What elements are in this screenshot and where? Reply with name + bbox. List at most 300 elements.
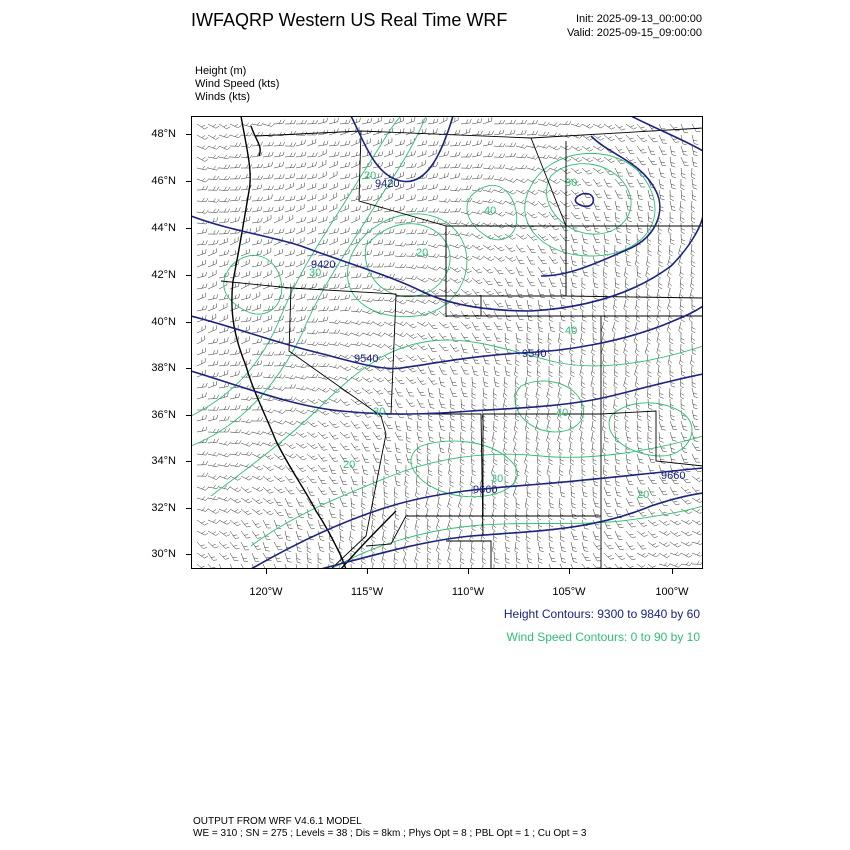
wind-barb	[646, 267, 650, 278]
wind-barb	[263, 248, 271, 256]
wind-barb	[692, 498, 703, 503]
wind-barb	[230, 282, 239, 289]
wind-barb	[351, 206, 361, 212]
wind-barb	[659, 256, 663, 267]
wind-barb	[219, 124, 230, 129]
wind-barb	[274, 142, 285, 146]
wind-barb	[230, 134, 241, 138]
wind-barb	[549, 487, 553, 498]
wind-barb	[450, 476, 454, 487]
wind-barb	[439, 243, 450, 247]
height-label-9660-center: 9660	[473, 484, 498, 496]
wind-barb	[692, 190, 696, 201]
wind-barb	[439, 198, 450, 202]
wind-barb	[513, 443, 517, 454]
wind-barb	[263, 259, 271, 267]
wind-barb	[329, 320, 340, 324]
wind-barb	[219, 176, 230, 180]
wind-barb	[691, 245, 695, 256]
wind-barb	[538, 212, 549, 217]
wind-barb	[526, 399, 530, 410]
wind-barb	[318, 342, 329, 346]
lat-label-44n: 44°N	[151, 222, 176, 234]
wind-barb	[208, 496, 219, 500]
wind-barb	[384, 240, 394, 245]
wind-barb	[448, 443, 452, 454]
wind-barb	[670, 212, 674, 223]
wind-barb	[417, 160, 425, 168]
wind-barb	[406, 377, 416, 384]
wind-barb	[547, 399, 551, 410]
wind-barb	[669, 245, 673, 256]
wind-barb	[406, 333, 417, 338]
wind-barb	[406, 173, 416, 179]
wind-barb	[417, 377, 426, 384]
wind-barb	[538, 256, 547, 264]
wind-barb	[603, 355, 607, 366]
wind-barb	[681, 553, 692, 557]
wind-barb	[593, 311, 597, 322]
wind-barb	[241, 271, 250, 278]
wind-barb	[208, 145, 219, 149]
wind-barb	[362, 454, 369, 463]
wind-barb	[692, 421, 699, 430]
wind-barb	[296, 399, 307, 403]
wind-barb	[472, 245, 483, 250]
wind-barb	[296, 520, 302, 530]
wind-barb	[604, 135, 615, 141]
valid-time: Valid: 2025-09-15_09:00:00	[567, 27, 702, 39]
wind-barb	[263, 362, 273, 366]
wind-barb	[307, 120, 318, 124]
wind-barb	[450, 366, 458, 374]
wind-barb	[450, 173, 460, 179]
wind-barb	[471, 542, 475, 553]
wind-barb	[296, 307, 307, 311]
wind-barb	[636, 355, 640, 366]
wind-barb	[505, 498, 509, 509]
wind-barb	[274, 120, 285, 124]
plot-title: IWFAQRP Western US Real Time WRF	[191, 10, 508, 30]
wind-barb	[296, 174, 306, 179]
wind-barb	[395, 443, 401, 453]
wind-barb	[549, 553, 556, 562]
wind-barb	[461, 198, 472, 202]
wind-barb	[592, 421, 596, 432]
wind-barb	[603, 399, 607, 410]
wind-speed-contour-legend: Wind Speed Contours: 0 to 90 by 10	[506, 630, 700, 644]
wind-barb	[350, 531, 354, 542]
wind-barb	[450, 220, 461, 224]
wind-barb	[604, 168, 614, 175]
lon-tick	[672, 568, 673, 574]
wind-barb	[515, 377, 519, 388]
wind-barb	[681, 531, 692, 536]
wind-barb	[197, 393, 206, 399]
wind-barb	[549, 123, 560, 127]
wind-barb	[558, 377, 562, 388]
wind-barb	[406, 183, 415, 190]
wind-barb	[560, 465, 564, 476]
wind-barb	[659, 520, 670, 525]
wind-barb	[340, 498, 347, 507]
wind-barb	[318, 171, 327, 179]
wind-barb	[395, 322, 406, 326]
wind-barb	[417, 410, 422, 420]
wind-barb	[482, 454, 486, 465]
wind-barb	[274, 174, 284, 179]
wind-barb	[582, 498, 586, 509]
wind-barb	[230, 476, 241, 480]
wind-barb	[241, 452, 252, 456]
wind-barb	[307, 542, 311, 553]
lat-tick	[186, 415, 192, 416]
wind-barb	[472, 388, 476, 399]
wind-barb	[417, 454, 421, 465]
wind-barb	[461, 245, 472, 249]
wind-barb	[637, 201, 643, 211]
wind-barb	[384, 138, 392, 146]
wind-barb	[252, 542, 261, 549]
wind-barb	[252, 531, 261, 538]
wind-barb	[681, 212, 685, 223]
wind-barb	[230, 452, 241, 456]
wind-barb	[219, 295, 229, 300]
wind-barb	[670, 542, 681, 547]
wind-barb	[252, 520, 261, 527]
wind-barb	[634, 366, 638, 377]
wind-barb	[241, 520, 251, 527]
wind-barb	[395, 300, 406, 304]
wind-barb	[549, 278, 556, 287]
wind-barb	[318, 454, 327, 461]
wind-barb	[384, 298, 395, 302]
lon-tick	[266, 568, 267, 574]
wind-barb	[461, 344, 468, 353]
wind-barb	[670, 146, 676, 156]
wind-barb	[447, 520, 451, 531]
wind-barb	[428, 355, 437, 362]
wind-barb	[307, 330, 318, 334]
wind-barb	[439, 116, 447, 124]
wind-barb	[318, 193, 327, 201]
wind-barb	[569, 465, 573, 476]
wind-barb	[549, 377, 553, 388]
wind-barb	[681, 487, 691, 493]
wind-barb	[615, 498, 622, 507]
wind-contour	[331, 506, 703, 569]
wind-barb	[670, 432, 677, 441]
wind-barb	[670, 366, 674, 377]
wind-barb	[252, 338, 262, 344]
wind-barb	[461, 185, 471, 190]
wind-barb	[604, 487, 611, 496]
wind-barb	[219, 260, 228, 267]
wind-barb	[670, 201, 676, 211]
wind-barb	[296, 315, 305, 322]
wind-barb	[681, 498, 691, 504]
wind-label: 40	[556, 407, 569, 419]
wind-barb	[406, 117, 415, 124]
wind-barb	[483, 153, 493, 157]
lon-tick	[569, 568, 570, 574]
wind-barb	[615, 542, 624, 550]
wind-barb	[285, 250, 295, 256]
wind-barb	[571, 498, 576, 508]
wind-barb	[208, 325, 216, 333]
wind-barb	[483, 278, 493, 285]
wind-barb	[263, 174, 273, 179]
wind-barb	[515, 542, 519, 553]
wind-barb	[558, 432, 562, 443]
wind-barb	[669, 311, 673, 322]
wind-barb	[395, 454, 402, 463]
wind-barb	[241, 531, 250, 538]
wind-barb	[604, 509, 612, 517]
wind-barb	[384, 333, 395, 337]
wind-barb	[340, 216, 349, 223]
wind-barb	[318, 118, 328, 124]
wind-barb	[680, 201, 684, 212]
wind-barb	[592, 443, 596, 454]
wind-barb	[615, 223, 621, 232]
wind-barb	[537, 531, 541, 542]
wind-barb	[571, 245, 578, 254]
wind-barb	[406, 229, 416, 234]
wind-barb	[680, 355, 684, 366]
wind-barb	[230, 196, 240, 201]
wind-barb	[516, 355, 520, 366]
wind-barb	[230, 175, 241, 179]
wind-barb	[285, 397, 296, 401]
wind-barb	[395, 150, 404, 157]
lat-tick	[186, 508, 192, 509]
wind-barb	[659, 168, 665, 177]
wind-barb	[197, 383, 207, 388]
wind-barb	[538, 520, 542, 531]
wind-barb	[450, 255, 461, 259]
wind-barb	[593, 289, 598, 299]
wind-barb	[658, 377, 662, 388]
wind-barb	[384, 421, 393, 429]
wind-contour	[411, 441, 517, 497]
wind-barb	[582, 322, 586, 333]
wind-barb	[560, 256, 569, 264]
wind-barb	[417, 322, 428, 326]
wind-barb	[296, 140, 306, 146]
wind-barb	[197, 157, 208, 162]
wind-barb	[680, 267, 684, 278]
wind-barb	[538, 267, 547, 274]
wind-barb	[439, 254, 450, 258]
wind-barb	[351, 273, 361, 278]
wind-barb	[439, 388, 444, 398]
wind-barb	[219, 209, 230, 213]
wind-barb	[351, 520, 355, 531]
wind-barb	[602, 421, 606, 432]
wind-barb	[274, 295, 284, 300]
wind-barb	[252, 197, 263, 201]
wind-barb	[527, 167, 538, 171]
wind-barb	[681, 146, 688, 155]
wind-barb	[559, 421, 563, 432]
wind-barb	[591, 432, 595, 443]
wind-barb	[571, 520, 575, 530]
wind-barb	[483, 564, 487, 569]
wind-barb	[252, 315, 261, 322]
wind-barb	[613, 333, 617, 344]
lon-label-100w: 100°W	[655, 586, 689, 598]
wind-barb	[614, 366, 618, 377]
wind-barb	[604, 157, 615, 163]
wind-barb	[428, 195, 438, 201]
lat-label-42n: 42°N	[151, 269, 176, 281]
wind-barb	[274, 542, 282, 550]
wind-barb	[296, 183, 305, 190]
wind-barb	[428, 184, 438, 190]
wind-barb	[197, 124, 208, 129]
wind-barb	[197, 166, 208, 170]
wind-barb	[515, 366, 519, 377]
wind-barb	[318, 307, 328, 311]
wind-barb	[208, 166, 219, 170]
wind-barb	[503, 443, 507, 454]
wind-barb	[604, 212, 611, 221]
wind-barb	[362, 476, 367, 486]
wind-barb	[340, 174, 350, 179]
wind-barb	[647, 300, 651, 311]
wind-barb	[626, 256, 631, 266]
wind-barb	[692, 399, 698, 409]
wind-barb	[646, 256, 650, 267]
wind-barb	[513, 487, 517, 498]
wind-barb	[252, 487, 263, 491]
wind-barb	[351, 399, 362, 405]
wind-barb	[373, 443, 380, 452]
wind-barb	[274, 249, 283, 256]
wind-barb	[340, 399, 350, 406]
wind-barb	[461, 421, 466, 431]
wind-barb	[626, 564, 636, 569]
wind-barb	[692, 509, 703, 513]
wind-barb	[659, 562, 670, 566]
wind-barb	[637, 124, 647, 131]
wind-barb	[362, 388, 373, 394]
wind-barb	[417, 421, 422, 431]
wind-barb	[252, 442, 263, 446]
wind-barb	[527, 256, 535, 264]
wind-barb	[582, 201, 590, 209]
wind-barb	[274, 152, 284, 157]
wind-barb	[340, 520, 344, 531]
wind-barb	[526, 509, 530, 520]
wind-barbs-layer	[197, 116, 703, 569]
wind-barb	[340, 343, 351, 347]
wind-barb	[648, 520, 658, 526]
wind-barb	[428, 141, 438, 146]
wind-barb	[537, 377, 541, 388]
wind-barb	[296, 152, 306, 157]
wind-barb	[538, 564, 543, 569]
wind-barb	[681, 179, 685, 190]
wind-barb	[241, 487, 252, 493]
wind-barb	[560, 454, 564, 465]
wind-barb	[373, 344, 384, 348]
wind-barb	[307, 305, 317, 311]
wind-barb	[428, 344, 437, 352]
wind-barb	[208, 198, 219, 202]
wind-barb	[669, 388, 673, 399]
wind-barb	[483, 256, 494, 261]
wind-barb	[428, 119, 438, 124]
wind-barb	[670, 563, 681, 567]
wind-barb	[470, 498, 474, 509]
wind-barb	[535, 421, 539, 432]
wind-barb	[658, 234, 662, 245]
wind-barb	[436, 542, 440, 553]
wind-barb	[230, 531, 239, 538]
wind-barb	[197, 564, 208, 569]
wind-barb	[670, 487, 678, 495]
boundary-line	[391, 296, 483, 536]
wind-barb	[219, 250, 229, 256]
wind-barb	[285, 338, 295, 344]
wind-barb	[546, 432, 550, 443]
wind-barb	[681, 562, 692, 566]
wind-barb	[527, 520, 531, 531]
wind-barb	[582, 245, 587, 255]
wind-barb	[472, 399, 476, 410]
wind-barb	[417, 366, 426, 373]
wind-barb	[241, 336, 249, 344]
wind-barb	[494, 189, 505, 193]
wind-barb	[406, 241, 417, 245]
wind-barb	[504, 421, 508, 432]
wind-barb	[307, 476, 317, 483]
coastline-path	[251, 126, 260, 156]
wind-barb	[637, 432, 642, 442]
wind-barb	[274, 206, 283, 212]
wind-barb	[504, 509, 508, 520]
wind-barb	[549, 564, 556, 569]
wind-barb	[648, 432, 652, 443]
wind-barb	[612, 322, 616, 333]
wind-barb	[547, 421, 551, 432]
wind-barb	[252, 122, 263, 126]
wind-barb	[548, 333, 552, 344]
wind-barb	[263, 442, 274, 446]
wind-barb	[241, 564, 249, 569]
wind-barb	[505, 564, 511, 569]
wind-barb	[219, 349, 229, 355]
wind-barb	[219, 146, 230, 150]
wind-barb	[560, 322, 564, 333]
wind-barb	[417, 241, 428, 245]
wind-barb	[219, 531, 230, 536]
wind-barb	[230, 237, 238, 245]
wind-barb	[503, 388, 507, 399]
wind-barb	[582, 542, 588, 552]
wind-barb	[637, 542, 646, 549]
wind-barb	[659, 410, 663, 421]
wind-barb	[626, 531, 636, 538]
wind-barb	[351, 366, 362, 370]
wind-barb	[461, 128, 470, 135]
wind-barb	[613, 300, 617, 311]
wind-barb	[681, 366, 685, 377]
wind-barb	[307, 217, 316, 223]
wind-barb	[362, 343, 373, 347]
